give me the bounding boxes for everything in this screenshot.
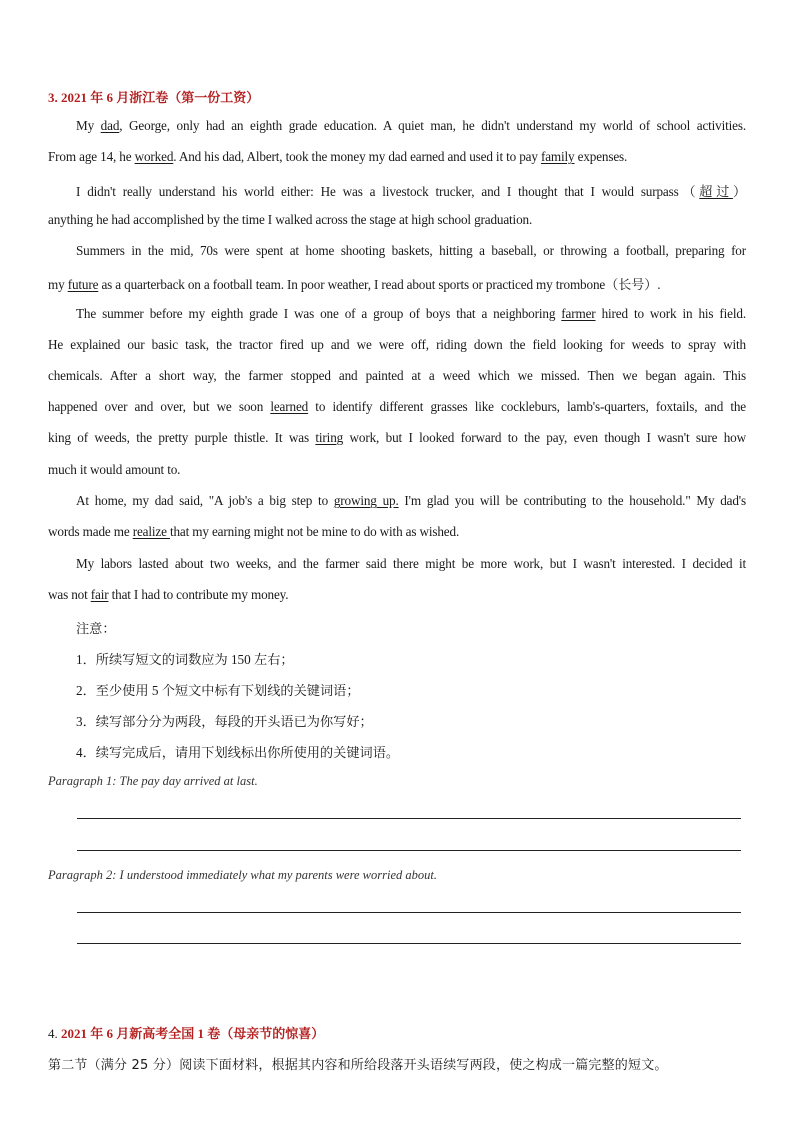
note-title: 注意： [76, 621, 116, 636]
passage-text: that I had to contribute my money. [108, 587, 289, 602]
passage-line [48, 430, 746, 446]
passage-text: hired to work in his field. [595, 306, 746, 321]
passage-text: to identify different grasses like cockleburs, lamb's-quarters, foxtails, and the [308, 399, 746, 414]
passage-line [48, 399, 746, 415]
passage-text: I'm glad you will be contributing to the household." My dad's [398, 493, 747, 508]
passage-text: that my earning might not be mine to do with as wished. [169, 524, 460, 539]
writing-line[interactable] [77, 850, 741, 851]
passage-line [48, 149, 627, 165]
keyword-underlined: farmer [561, 306, 596, 321]
passage-text: ） [732, 184, 746, 199]
note-item: 3．续写部分分为两段，每段的开头语已为你写好； [76, 714, 373, 729]
passage-text: as a quarterback on a football team. In poor weather, I read about sports or practiced my trombone（长号）. [98, 277, 661, 292]
note-item: 2．至少使用 5 个短文中标有下划线的关键词语； [76, 683, 360, 698]
passage-text: My labors lasted about two weeks, and the farmer said there might be more work, but I wasn't interested. I decided it [76, 556, 746, 571]
passage-text: I didn't really understand his world either: He was a livestock trucker, and I thought that I would surpass（ [76, 184, 700, 199]
passage-line [48, 587, 288, 603]
passage-text: He explained our basic task, the tractor fired up and we were off, riding down the field looking for weeds to spray with [48, 337, 746, 352]
passage-line [76, 118, 746, 134]
keyword-underlined: future [67, 277, 99, 292]
writing-line[interactable] [77, 943, 741, 944]
keyword-underlined: learned [270, 399, 309, 414]
passage-text: . And his dad, Albert, took the money my dad earned and used it to pay [173, 149, 541, 164]
question-4-instruction: 第二节（满分 25 分）阅读下面材料，根据其内容和所给段落开头语续写两段，使之构成一篇完整的短文。 [48, 1058, 668, 1073]
question-3-heading: 3. 2021 年 6 月浙江卷（第一份工资） [48, 90, 260, 105]
note-item: 1．所续写短文的词数应为 150 左右； [76, 652, 294, 667]
keyword-underlined: 超过 [699, 184, 733, 199]
passage-text: words made me [48, 524, 133, 539]
keyword-underlined: tiring [315, 430, 344, 445]
passage-text: From age 14, he [48, 149, 135, 164]
keyword-underlined: growing up. [333, 493, 399, 508]
passage-line [48, 524, 459, 540]
passage-line [76, 306, 746, 322]
passage-text: king of weeds, the pretty purple thistle. It was [48, 430, 316, 445]
writing-line[interactable] [77, 912, 741, 913]
keyword-underlined: family [540, 149, 575, 164]
passage-line [48, 368, 746, 384]
question-4-title: 2021 年 6 月新高考全国 1 卷（母亲节的惊喜） [61, 1026, 325, 1041]
passage-line [48, 274, 660, 293]
passage-text: At home, my dad said, "A job's a big step to [76, 493, 334, 508]
note-item: 4．续写完成后，请用下划线标出你所使用的关键词语。 [76, 745, 400, 760]
passage-text: happened over and over, but we soon [48, 399, 271, 414]
passage-text: expenses. [574, 149, 628, 164]
keyword-underlined: worked [134, 149, 174, 164]
passage-line [48, 337, 746, 353]
passage-text: The summer before my eighth grade I was one of a group of boys that a neighboring [76, 306, 562, 321]
passage-text: chemicals. After a short way, the farmer stopped and painted at a weed which we missed. Then we began again. This [48, 368, 746, 383]
passage-line [76, 181, 746, 200]
passage-text: much it would amount to. [48, 462, 181, 477]
passage-line [48, 212, 532, 228]
passage-text: , George, only had an eighth grade education. A quiet man, he didn't understand my world of school activities. [119, 118, 747, 133]
question-4-number: 4. [48, 1026, 58, 1041]
paragraph-1-prompt: Paragraph 1: The pay day arrived at last. [48, 774, 258, 788]
passage-line [48, 462, 180, 478]
paragraph-2-prompt: Paragraph 2: I understood immediately what my parents were worried about. [48, 868, 437, 882]
passage-line [76, 243, 746, 259]
keyword-underlined: fair [90, 587, 109, 602]
passage-text: was not [48, 587, 91, 602]
passage-text: My [76, 118, 101, 133]
keyword-underlined: realize [132, 524, 170, 539]
writing-line[interactable] [77, 818, 741, 819]
passage-text: work, but I looked forward to the pay, even though I wasn't sure how [343, 430, 747, 445]
passage-text: Summers in the mid, 70s were spent at home shooting baskets, hitting a baseball, or throwing a football, preparing for [76, 243, 746, 258]
keyword-underlined: dad [100, 118, 120, 133]
passage-line [76, 493, 746, 509]
passage-text: anything he had accomplished by the time I walked across the stage at high school graduation. [48, 212, 533, 227]
question-4-heading [48, 1023, 324, 1042]
passage-text: my [48, 277, 68, 292]
passage-line [76, 556, 746, 572]
